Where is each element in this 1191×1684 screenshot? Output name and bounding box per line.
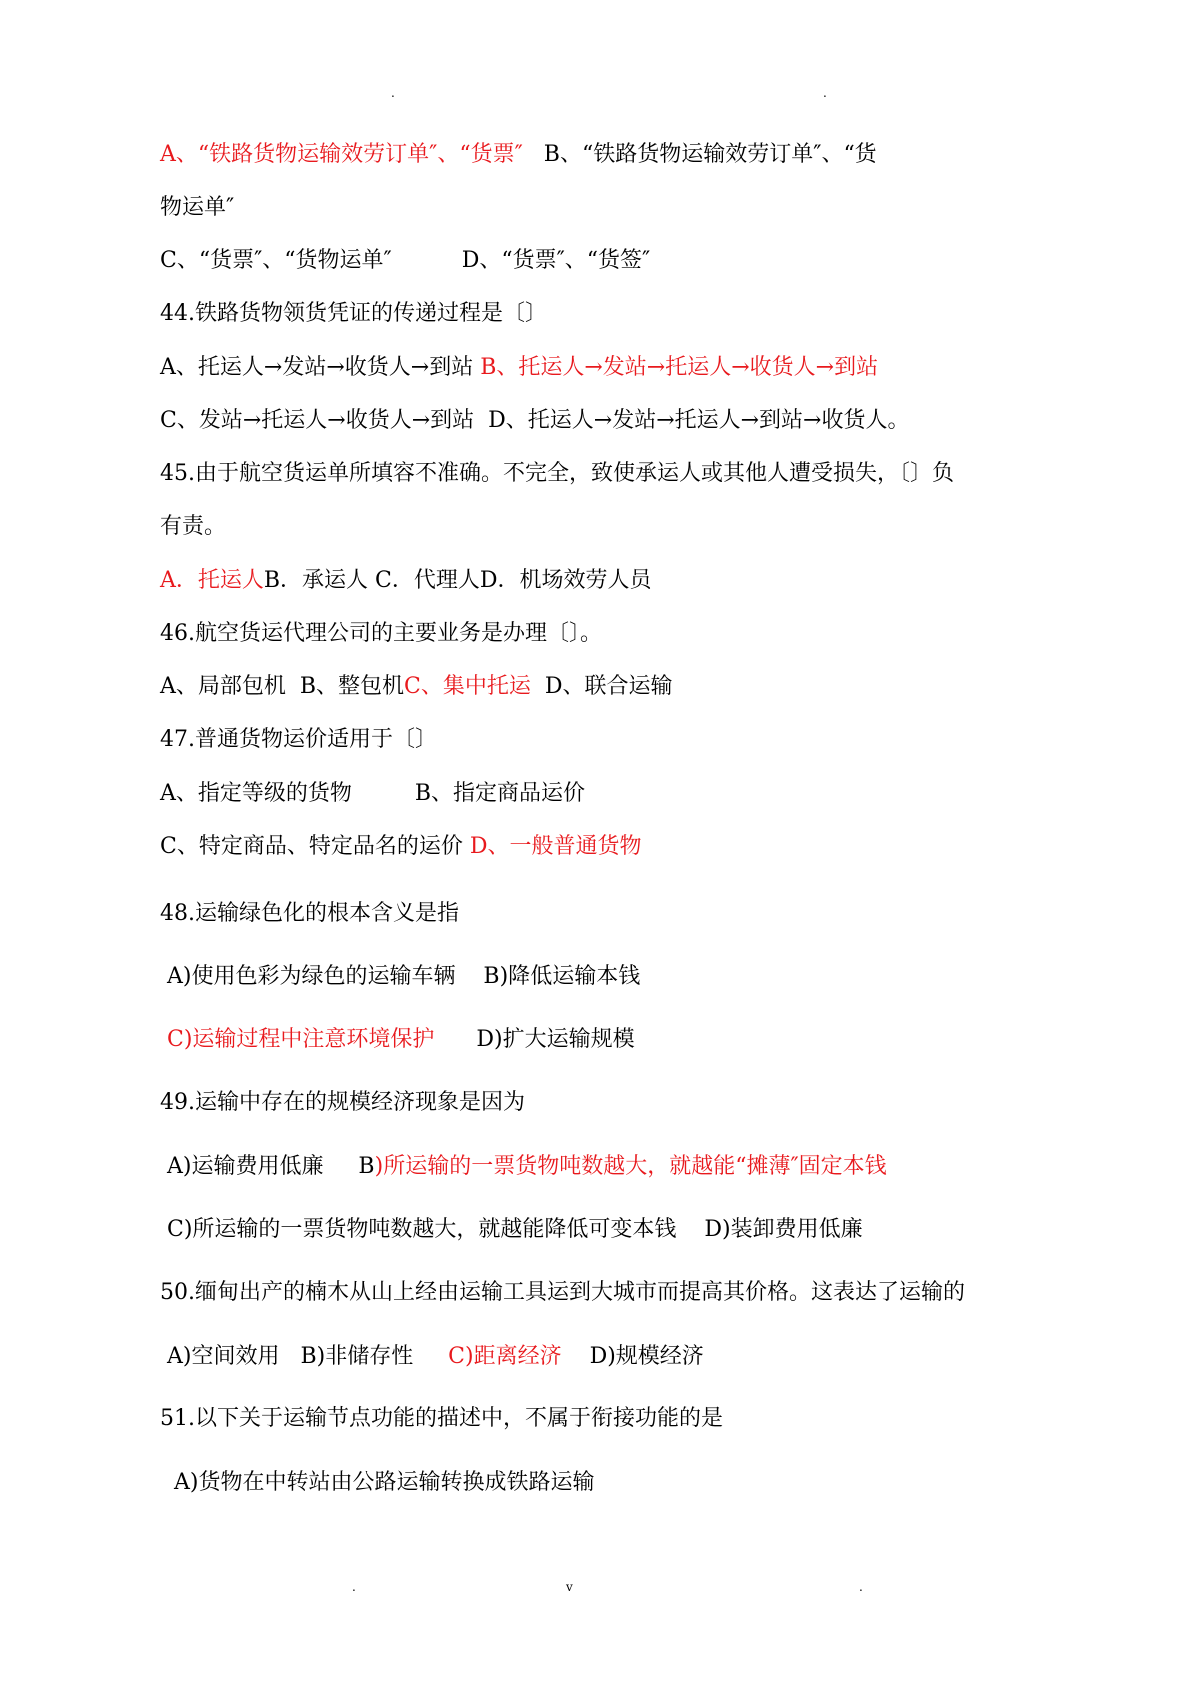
text-segment: A)使用色彩为绿色的运输车辆 B)降低运输本钱: [160, 964, 641, 989]
text-line: [160, 962, 640, 992]
text-segment: 46.航空货运代理公司的主要业务是办理〔〕。: [160, 621, 602, 646]
text-line: [160, 832, 641, 862]
text-segment: )所运输的一票货物吨数越大，就越能“摊薄″固定本钱: [374, 1154, 887, 1179]
text-segment: A、“铁路货物运输效劳订单″、“货票″: [160, 142, 523, 167]
text-segment: A)货物在中转站由公路运输转换成铁路运输: [160, 1470, 595, 1495]
text-segment: B．承运人 C．代理人D．机场效劳人员: [263, 568, 652, 593]
text-segment: C、集中托运: [404, 674, 531, 699]
text-segment: D)扩大运输规模: [434, 1027, 635, 1052]
text-segment: 48.运输绿色化的根本含义是指: [160, 901, 459, 926]
text-segment: A)运输费用低廉 B: [160, 1154, 375, 1179]
text-segment: B、“铁路货物运输效劳订单″、“货: [522, 142, 877, 167]
text-segment: C)所运输的一票货物吨数越大，就越能降低可变本钱 D)装卸费用低廉: [160, 1217, 863, 1242]
text-line: [160, 1025, 635, 1055]
text-segment: 物运单″: [160, 195, 235, 220]
text-line: [160, 459, 954, 489]
text-line: [160, 1468, 594, 1498]
text-line: [160, 1342, 704, 1372]
text-line: [160, 246, 650, 276]
text-line: [160, 1215, 863, 1245]
text-segment: A)空间效用 B)非储存性: [160, 1344, 449, 1369]
text-segment: 49.运输中存在的规模经济现象是因为: [160, 1090, 525, 1115]
text-segment: C、发站→托运人→收货人→到站 D、托运人→发站→托运人→到站→收货人。: [160, 408, 910, 433]
text-line: [160, 1152, 887, 1182]
text-line: [160, 1278, 965, 1308]
text-line: [160, 299, 547, 329]
text-line: [160, 406, 910, 436]
text-segment: 有责。: [160, 514, 227, 539]
text-line: [160, 353, 878, 383]
text-line: [160, 1088, 525, 1118]
text-segment: 47.普通货物运价适用于〔〕: [160, 727, 437, 752]
text-segment: D、一般普通货物: [469, 834, 642, 859]
text-line: [160, 725, 437, 755]
text-segment: A、指定等级的货物 B、指定商品运价: [160, 781, 585, 806]
header-dot-left: .: [391, 86, 395, 100]
text-line: [160, 1404, 723, 1434]
text-line: [160, 193, 234, 223]
text-line: [160, 899, 459, 929]
text-segment: B、托运人→发站→托运人→收货人→到站: [480, 355, 879, 380]
text-segment: C、特定商品、特定品名的运价: [160, 834, 470, 859]
header-dot-right: .: [823, 86, 827, 100]
footer-dot-left: .: [352, 1580, 356, 1594]
text-segment: 50.缅甸出产的楠木从山上经由运输工具运到大城市而提高其价格。这表达了运输的: [160, 1280, 965, 1305]
text-line: [160, 619, 602, 649]
text-line: [160, 566, 652, 596]
text-segment: A、托运人→发站→收货人→到站: [160, 355, 481, 380]
text-segment: 45.由于航空货运单所填容不准确。不完全，致使承运人或其他人遭受损失，〔〕负: [160, 461, 954, 486]
text-segment: 51.以下关于运输节点功能的描述中，不属于衔接功能的是: [160, 1406, 723, 1431]
text-segment: 44.铁路货物领货凭证的传递过程是〔〕: [160, 301, 547, 326]
footer-page-mark: v: [566, 1580, 573, 1594]
text-line: [160, 140, 877, 170]
text-line: [160, 779, 585, 809]
text-line: [160, 672, 673, 702]
text-segment: D、联合运输: [530, 674, 673, 699]
text-segment: A、局部包机 B、整包机: [160, 674, 405, 699]
text-line: [160, 512, 226, 542]
text-segment: C)运输过程中注意环境保护: [160, 1027, 435, 1052]
text-segment: A．托运人: [160, 568, 264, 593]
footer-dot-right: .: [859, 1580, 863, 1594]
text-segment: C)距离经济: [448, 1344, 562, 1369]
text-segment: C、“货票″、“货物运单″ D、“货票″、“货签″: [160, 248, 651, 273]
text-segment: D)规模经济: [561, 1344, 704, 1369]
